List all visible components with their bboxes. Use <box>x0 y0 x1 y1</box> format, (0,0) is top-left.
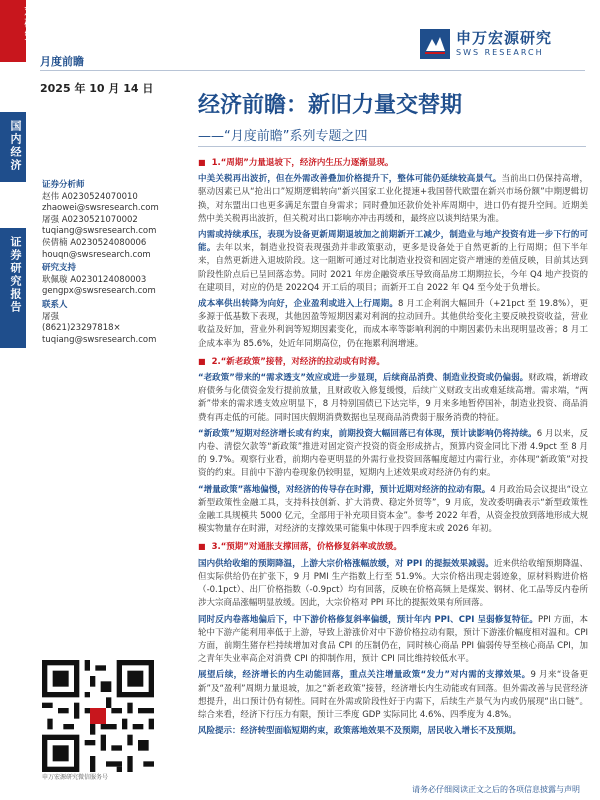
analyst-email[interactable]: houqn@swsresearch.com <box>42 249 151 260</box>
paragraph-lead: 展望后续，经济增长的内生动能回落，重点关注增量政策“发力”对内需的支撑效果。 <box>198 670 531 681</box>
risk-text: 经济转型面临短期约束，政策落地效果不及预期，居民收入增长不及预期。 <box>240 726 522 737</box>
section-heading: ■ 3.“预期”对通胀支撑回落，价格修复斜率或放缓。 <box>198 540 588 554</box>
analyst-name: 侯倩楠 A0230524080006 <box>42 237 147 248</box>
paragraph-lead: 中美关税再出波折，但在外需改善叠加价格提升下，整体可能仍延续较高景气。 <box>198 174 502 185</box>
logo-text-cn: 申万宏源研究 <box>456 29 553 47</box>
paragraph <box>198 173 588 226</box>
logo-mark-icon <box>420 29 450 59</box>
paragraph-text: PPI 方面，本轮中下游产能利用率低于上游，导致上游涨价对中下游价格拉动有限，预计下游涨价幅度相对温和。CPI 方面，前期生猪存栏持续增加对食品 CPI 的压制仍在，同时核心商品 PPI 偏弱传导至核心商品 CPI，加之青年失业率高企对消费 CPI 的抑制作用，预计 CPI 同比维持较低水平。 <box>198 614 588 665</box>
qr-code-icon <box>42 660 154 772</box>
analyst-section-heading: 证券分析师 <box>42 180 85 190</box>
section-heading: ■ 2.“新老政策”接替，对经济的拉动或有时滞。 <box>198 355 588 369</box>
paragraph <box>198 484 588 537</box>
paragraph-lead: “增量政策”落地偏慢，对经济的传导存在时滞，预计近期对经济的拉动有限。 <box>198 484 491 495</box>
analyst-email[interactable]: tuqiang@swsresearch.com <box>42 226 157 237</box>
sidebar-bot-label: 证券研究报告 <box>9 236 22 314</box>
section-heading: ■ 1.“周期”力量退坡下，经济内生压力逐渐显现。 <box>198 156 588 170</box>
sidebar-bot-block <box>0 228 26 348</box>
paragraph-text: 财政端，新增政府债务与化债资金发行提前放量，且财政收入修复缓慢，后续广义财政支出或难延续高增。需求端，“两新”带来的需求透支效应明显下，8 月特别国债已下达完毕，9 月来多地暂停国补，制造业投资、商品消费有再走低的可能。同时国庆假期消费数据也呈现商品消费弱于服务消费的特征。 <box>198 373 588 423</box>
analyst-panel <box>42 178 192 346</box>
paragraph-text: 4 月政治局会议提出“设立新型政策性金融工具，支持科技创新、扩大消费、稳定外贸等”，9 月底，发改委明确表示“新型政策性金融工具规模共 5000 亿元，全部用于补充项目资本金”。参考 2022 年看，从资金投放到落地形成大规模实物量存在时滞，对经济的支撑效果可能集中体现于四季度末或 2026 年初。 <box>198 484 589 535</box>
paragraph <box>198 372 588 425</box>
paragraph-lead: 成本率供出转降为向好，企业盈利或进入上行周期。 <box>198 299 399 310</box>
paragraph-text: 近来供给收缩预期降温、但实际供给仍在扩张下，9 月 PMI 生产指数上行至 51.9%。大宗价格出现走弱迹象，原材料购进价格（-0.1pct）、出厂价格指数（-0.9pct）均有回落，反映在价格高频上是煤炭、钢材、化工品等反内卷所涉大宗商品涨幅明显放缓。因此，大宗价格对 PPI 环比的提振效果有所回落。 <box>198 558 588 609</box>
paragraph <box>198 614 588 667</box>
sidebar-top-block <box>0 0 33 62</box>
title-rule <box>198 146 586 147</box>
paragraph-lead: “新政策”短期对经济增长或有约束，前期投资大幅回落已有体现，预计读影响仍将持续。 <box>198 428 537 439</box>
contact-email[interactable]: tuqiang@swsresearch.com <box>42 334 157 345</box>
logo-text-en: SWS RESEARCH <box>456 48 544 57</box>
support-section-heading: 研究支持 <box>42 263 77 274</box>
analyst-name: 赵伟 A0230524070010 <box>42 191 138 202</box>
paragraph <box>198 428 588 481</box>
paragraph <box>198 669 588 722</box>
qr-caption: 申万宏源研究微信服务号 <box>42 774 109 781</box>
support-email[interactable]: gengpx@swsresearch.com <box>42 286 156 297</box>
contact-name: 屠强 <box>42 311 60 322</box>
support-name: 耿佩璇 A0230124080003 <box>42 274 147 285</box>
paragraph <box>198 298 588 351</box>
paragraph-lead: “老政策”带来的“需求透支”效应或进一步显现，后续商品消费、制造业投资或仍偏弱。 <box>198 373 529 384</box>
left-strip <box>0 0 33 800</box>
sidebar-mid-block <box>0 112 26 182</box>
header-rule <box>40 70 585 71</box>
paragraph <box>198 558 588 611</box>
paragraph-text: 8 月工企利润大幅回升（+21pct 至 19.8%），更多源于低基数下表现，其他因盈等短期因素对利润的拉动回升。其他供给变化主要反映投资收益，营业收益及好加，营业外利润等短期因素变化，而成本率等影响利润的中期因素仍未出现明显改善；8 月工企成本率为 85.6%，处近年同期高位，仍在拖累利润增速。 <box>198 299 588 349</box>
report-body <box>198 152 588 741</box>
sidebar-top-label: 观研究 <box>22 6 33 42</box>
paragraph-text: 9 月来“设备更新”及“盈利”周期力量退坡，加之“新老政策”接替，经济增长内生动能或有回落。但外需改善与民营经济想提升，出口预计仍有韧性。同时在外需或阶段性好于内需下，后续生产景气为内或仍展现“出口链”。综合来看，经济下行压力有限，预计三季度 GDP 实际同比 4.6%、四季度为 4.8%。 <box>198 670 588 720</box>
disclaimer-footer: 请务必仔细阅读正文之后的各项信息披露与声明 <box>412 785 580 794</box>
paragraph-lead: 同时反内卷落地偏后下，中下游价格修复斜率偏缓，预计年内 PPI、CPI 呈弱修复特征。 <box>198 614 538 625</box>
analyst-name: 屠强 A0230521070002 <box>42 214 138 225</box>
report-subtitle: ——“月度前瞻”系列专题之四 <box>198 129 368 144</box>
contact-phone: (8621)23297818× <box>42 323 121 334</box>
series-label: 月度前瞻 <box>40 55 84 68</box>
sidebar-mid-label: 国内经济 <box>9 120 22 172</box>
report-title: 经济前瞻：新旧力量交替期 <box>198 93 463 118</box>
logo <box>420 27 580 61</box>
risk-label: 风险提示： <box>198 726 241 737</box>
paragraph-lead: 国内供给收缩的预期降温，上游大宗价格涨幅放缓，对 PPI 的提振效果减弱。 <box>198 558 494 569</box>
contact-section-heading: 联系人 <box>42 299 68 310</box>
risk-note <box>198 725 588 738</box>
paragraph-text: 当前出口仍保持高增，驱动因素已从“抢出口”短期逻辑转向“新兴国家工业化提速+我国替代欧盟在新兴市场份额”中期逻辑切换，对东盟出口也更多满足东盟自身需求；同时叠加还款价处补库周期中，进口仍有提升空间。近期美然中美关税再出波折，但关税对出口影响亦冲击再缓和，最终应以谈判结果为准。 <box>198 174 588 224</box>
paragraph <box>198 229 588 295</box>
paragraph-text: 去年以来，制造业投资表现强劲并非政策驱动，更多是设备处于自然更新的上行周期；但下半年来，自然更新进入退坡阶段。这一阻断可通过对比制造业投资和固定资产增速的差值反映，目前其达到阶段性阶点后已呈回落态势。同时 2021 年房企融资承压导致商品房工期期拉长，今年 Q4 地产投资的在建项目，对应的仍是 2022Q4 开工后的项目；而新开工自 2022 年 Q4 至今处于负增长。 <box>198 243 588 293</box>
paragraph-lead: 内需或持续承压，表现为设备更新周期退坡加之前期新开工减少，制造业与地产投资有进一步下行的可能。 <box>198 230 588 254</box>
report-date: 2025 年 10 月 14 日 <box>40 82 154 95</box>
analyst-email[interactable]: zhaowei@swsresearch.com <box>42 203 159 214</box>
paragraph-text: 6 月以来，反内卷、清偿欠款等“新政策”推进对固定资产投资的资金形成挤占，预算内资金同比下滑 4.9pct 至 8 月的 9.7%。观察行业看，前期内卷更明显的外需行业投资回落幅度超过内需行业，亦体现“新政策”对投资的约束。目前中下游内卷现象仍较明显，短期内上述效果或对经济仍有约束。 <box>198 428 588 479</box>
